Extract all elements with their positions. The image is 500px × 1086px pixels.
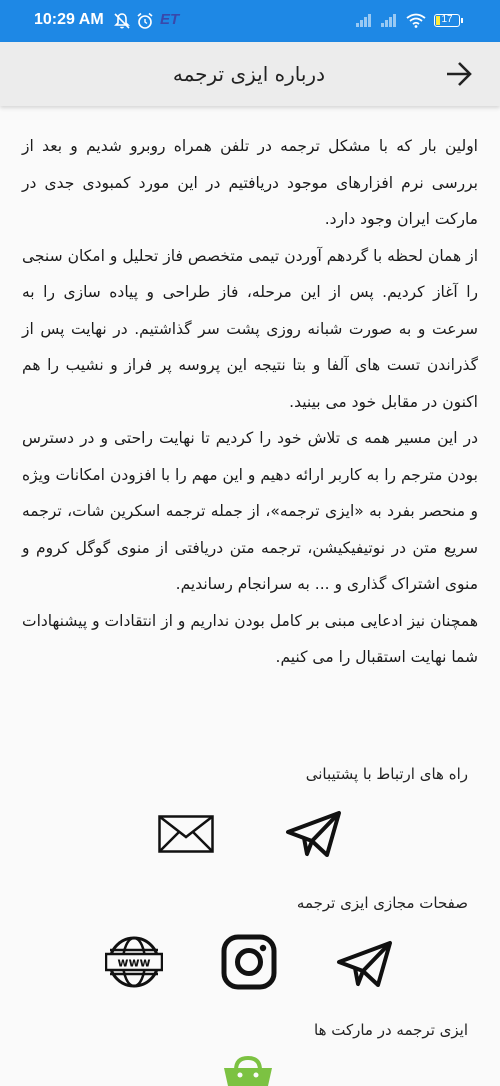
instagram-icon[interactable]	[221, 934, 277, 990]
support-label: راه های ارتباط با پشتیبانی	[305, 765, 468, 783]
market-bag-icon[interactable]	[218, 1056, 278, 1086]
website-icon[interactable]	[105, 934, 163, 990]
markets-label: ایزی ترجمه در مارکت ها	[314, 1021, 468, 1039]
back-arrow-icon[interactable]	[444, 59, 474, 89]
mute-icon	[113, 12, 131, 30]
about-paragraph: همچنان نیز ادعایی مبنی بر کامل بودن نداریم و از انتقادات و پیشنهادات شما نهایت استقبال را می کنیم.	[22, 611, 478, 666]
battery-level: 17	[441, 14, 453, 25]
about-text	[22, 128, 478, 676]
alarm-icon	[136, 12, 154, 30]
support-telegram-icon[interactable]	[285, 810, 343, 858]
wifi-icon	[406, 13, 426, 28]
app-bar	[0, 42, 500, 106]
about-paragraph: از همان لحظه با گردهم آوردن تیمی متخصص فاز تحلیل و امکان سنجی را آغاز کردیم. پس از این مرحله، فاز طراحی و پیاده سازی را به سرعت و به صورت شبانه روزی پشت سر گذاشتیم. در نهایت پس از گذراندن تست های آلفا و بتا نتیجه این پروسه پر فراز و نشیب را هم اکنون در مقابل خود می بینید.	[22, 246, 478, 411]
signal-icon-2	[381, 14, 399, 27]
about-paragraph: اولین بار که با مشکل ترجمه در تلفن همراه روبرو شدیم و بعد از بررسی نرم افزارهای موجود دریافتیم در این مورد کمبودی جدی در مارکت ایران وجود دارد.	[22, 137, 478, 228]
page-title: درباره ایزی ترجمه	[172, 62, 325, 86]
about-paragraph: در این مسیر همه ی تلاش خود را کردیم تا نهایت راحتی و در دسترس بودن مترجم را به کاربر ارائه دهیم و این مهم را با افزودن امکانات ویژه و منحصر بفرد به «ایزی ترجمه»، از جمله ترجمه اسکرین شات، ترجمه سریع متن در نوتیفیکیشن، ترجمه متن دریافتی از منوی گوگل کروم و منوی اشتراک گذاری و ... به سرانجام رساندیم.	[22, 429, 478, 593]
social-label: صفحات مجازی ایزی ترجمه	[296, 894, 468, 912]
carrier-icon: ET	[160, 11, 180, 28]
website-text: www	[117, 955, 151, 970]
status-bar	[0, 0, 500, 42]
battery-icon	[434, 14, 460, 27]
social-telegram-icon[interactable]	[336, 940, 394, 988]
support-email-icon[interactable]	[158, 815, 214, 853]
signal-icon	[356, 14, 374, 27]
status-time: 10:29 AM	[34, 11, 104, 28]
